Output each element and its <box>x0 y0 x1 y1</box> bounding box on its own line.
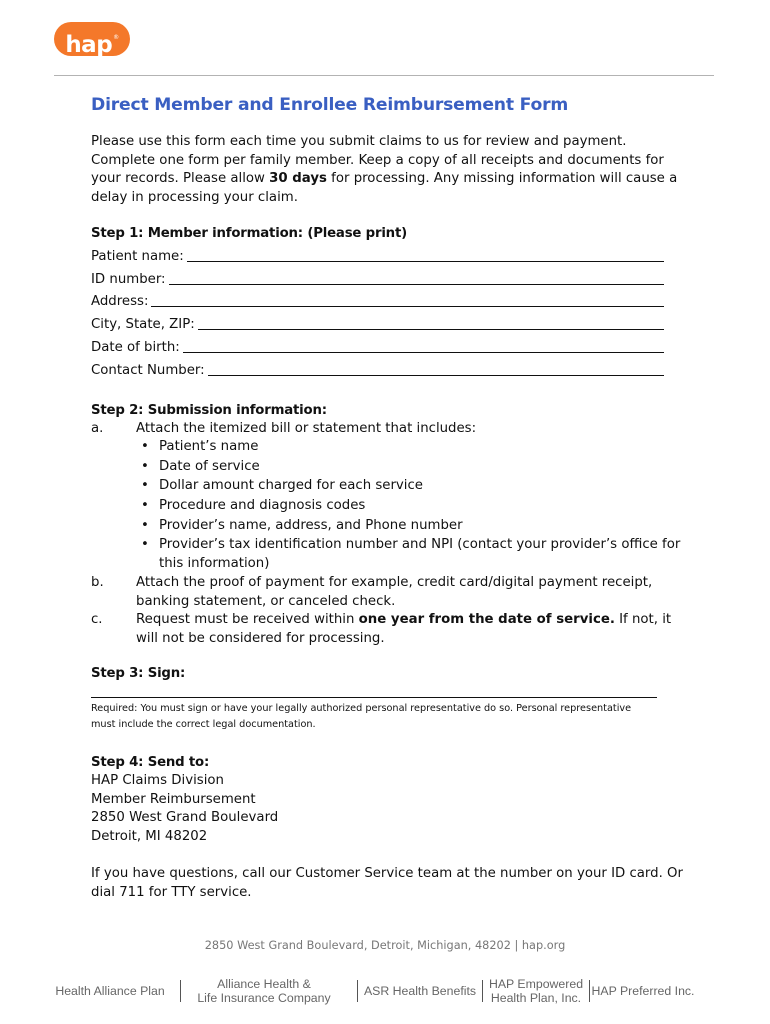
list-item: • Provider’s tax identification number and NPI (contact your provider’s office for this information) <box>136 536 691 573</box>
brand-asr: ASR Health Benefits <box>363 984 477 998</box>
deadline-emphasis: one year from the date of service. <box>358 612 615 628</box>
contact-number-line[interactable] <box>208 375 664 376</box>
item-text: Request must be received within one year from the date of service. If not, it will not be considered for processing. <box>136 612 672 646</box>
id-number-label: ID number: <box>91 271 166 287</box>
step3-heading: Step 3: Sign: <box>91 666 186 682</box>
item-letter: a. <box>91 420 104 436</box>
intro-paragraph: Please use this form each time you submit claims to us for review and payment. Complete one form per family member. Keep a copy of all receipts and documents for your records. Please allow 30 days for processing. Any missing information will cause a delay in processing your claim. <box>91 134 678 205</box>
id-number-line[interactable] <box>169 284 664 285</box>
address-line[interactable] <box>151 306 664 307</box>
date-of-birth-line[interactable] <box>183 352 664 353</box>
step4-heading: Step 4: Send to: <box>91 755 210 771</box>
patient-name-line[interactable] <box>187 261 664 262</box>
list-item: • Dollar amount charged for each service <box>136 477 691 496</box>
list-item: • Date of service <box>136 458 691 477</box>
list-item: • Patient’s name <box>136 438 691 457</box>
top-divider <box>54 75 714 76</box>
questions-paragraph: If you have questions, call our Customer Service team at the number on your ID card. Or dial 711 for TTY service. <box>91 866 683 900</box>
address-line: HAP Claims Division <box>91 773 224 789</box>
city-state-zip-line[interactable] <box>198 329 664 330</box>
contact-number-field[interactable] <box>91 357 664 380</box>
footer-address: 2850 West Grand Boulevard, Detroit, Michigan, 48202 | hap.org <box>204 939 566 952</box>
address-line: Detroit, MI 48202 <box>91 828 208 844</box>
step2-heading: Step 2: Submission information: <box>91 402 327 418</box>
item-text: Attach the proof of payment for example, credit card/digital payment receipt, banking statement, or canceled check. <box>136 575 653 609</box>
form-title: Direct Member and Enrollee Reimbursement Form <box>91 95 569 115</box>
item-letter: b. <box>91 575 104 591</box>
step1-heading: Step 1: Member information: (Please print) <box>91 226 407 241</box>
form-content <box>91 93 691 916</box>
list-item-a <box>91 420 691 439</box>
list-item: • Procedure and diagnosis codes <box>136 497 691 516</box>
list-item-b <box>91 574 691 611</box>
date-of-birth-label: Date of birth: <box>91 339 180 355</box>
signature-requirement-note: Required: You must sign or have your legally authorized personal representative do so. Personal representative must include the correct legal documentation. <box>91 703 632 730</box>
list-item-c <box>91 611 691 648</box>
brand-hap-preferred: HAP Preferred Inc. <box>591 984 695 998</box>
registered-mark: ® <box>113 34 119 41</box>
address-label: Address: <box>91 294 149 310</box>
item-letter: c. <box>91 612 103 628</box>
brand-hap: Health Alliance Plan <box>55 984 165 998</box>
mailing-address <box>91 772 691 846</box>
itemized-bill-requirements <box>91 438 691 573</box>
contact-number-label: Contact Number: <box>91 362 205 378</box>
step4-section <box>91 754 691 846</box>
footer-brands <box>54 975 714 1007</box>
brand-alliance-health: Alliance Health & Life Insurance Company <box>197 977 331 1005</box>
address-field[interactable] <box>91 289 664 312</box>
address-line: 2850 West Grand Boulevard <box>91 810 279 826</box>
city-state-zip-label: City, State, ZIP: <box>91 317 195 333</box>
address-line: Member Reimbursement <box>91 791 256 807</box>
date-of-birth-field[interactable] <box>91 334 664 357</box>
item-text: Attach the itemized bill or statement that includes: <box>136 420 477 436</box>
step2-section <box>91 402 691 649</box>
hap-logo: hap® <box>54 22 130 56</box>
patient-name-field[interactable] <box>91 243 664 266</box>
city-state-zip-field[interactable] <box>91 311 664 334</box>
signature-line[interactable] <box>91 697 657 698</box>
brand-hap-empowered: HAP Empowered Health Plan, Inc. <box>488 977 584 1005</box>
patient-name-label: Patient name: <box>91 248 184 264</box>
id-number-field[interactable] <box>91 266 664 289</box>
processing-days: 30 days <box>269 171 327 186</box>
step3-section <box>91 665 691 732</box>
list-item: • Provider’s name, address, and Phone number <box>136 517 691 536</box>
